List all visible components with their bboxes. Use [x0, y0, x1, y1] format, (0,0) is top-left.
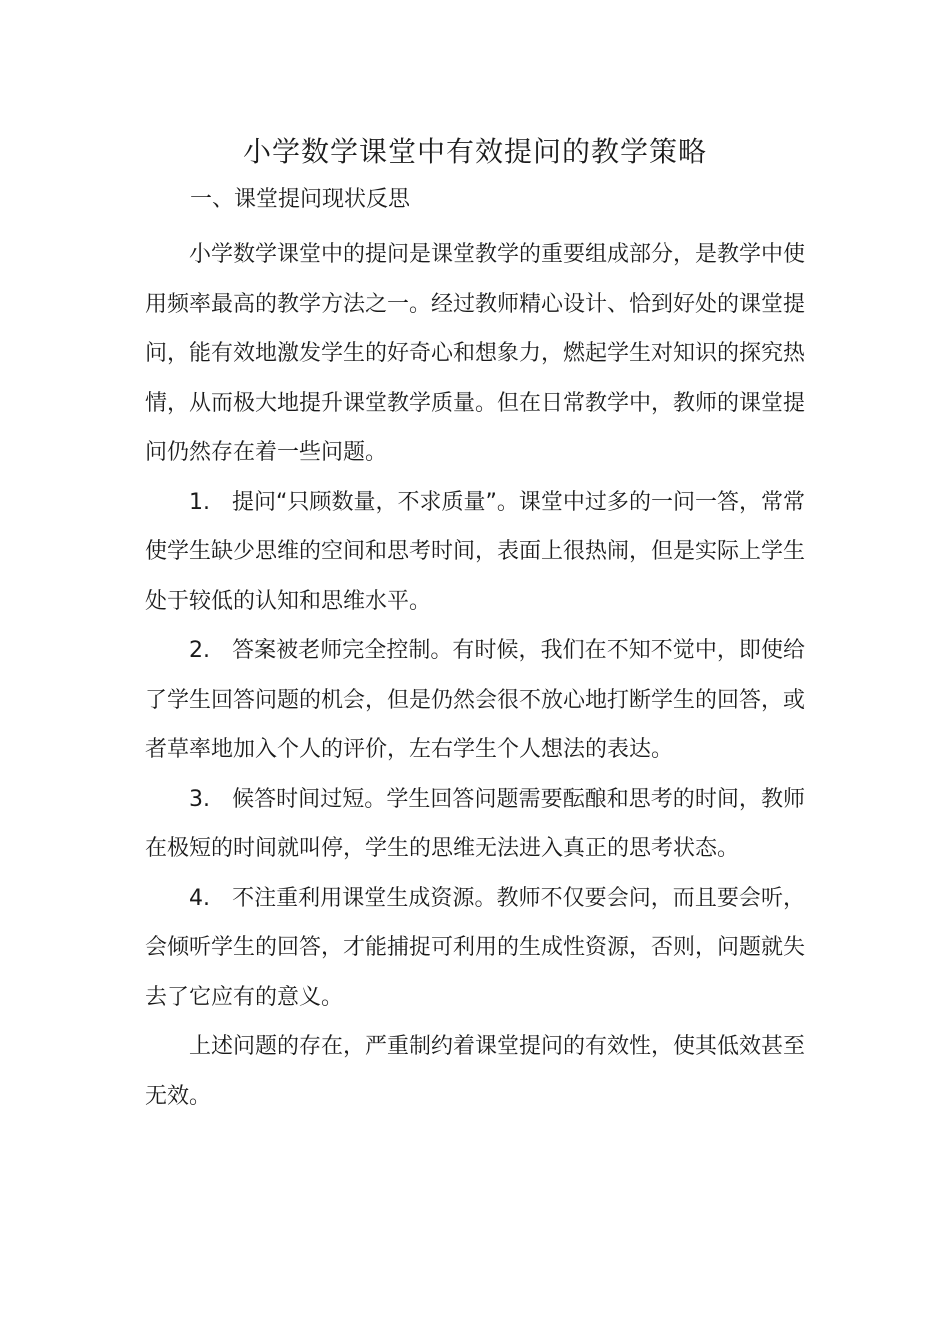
document-title: 小学数学课堂中有效提问的教学策略 [242, 135, 707, 168]
paragraph-item-4: 4. 不注重利用课堂生成资源。教师不仅要会问，而且要会听，会倾听学生的回答，才能捕捉可利用的生成性资源，否则，问题就失去了它应有的意义。 [145, 885, 806, 1010]
paragraph-item-2: 2. 答案被老师完全控制。有时候，我们在不知不觉中，即使给了学生回答问题的机会，但是仍然会很不放心地打断学生的回答，或者草率地加入个人的评价，左右学生个人想法的表达。 [145, 638, 806, 762]
paragraph-item-3: 3. 候答时间过短。学生回答问题需要酝酿和思考的时间，教师在极短的时间就叫停，学生的思维无法进入真正的思考状态。 [145, 786, 805, 861]
paragraph-conclusion: 上述问题的存在，严重制约着课堂提问的有效性，使其低效甚至无效。 [145, 1034, 806, 1109]
paragraph-item-1: 1. 提问“只顾数量，不求质量”。课堂中过多的一问一答，常常使学生缺少思维的空间和思考时间，表面上很热闹，但是实际上学生处于较低的认知和思维水平。 [145, 489, 806, 614]
section-heading: 一、课堂提问现状反思 [190, 187, 411, 212]
paragraph-intro: 小学数学课堂中的提问是课堂教学的重要组成部分，是教学中使用频率最高的教学方法之一。经过教师精心设计、恰到好处的课堂提问，能有效地激发学生的好奇心和想象力，燃起学生对知识的探究热情，从而极大地提升课堂教学质量。但在日常教学中，教师的课堂提问仍然存在着一些问题。 [145, 242, 806, 465]
document-body [145, 230, 805, 1121]
